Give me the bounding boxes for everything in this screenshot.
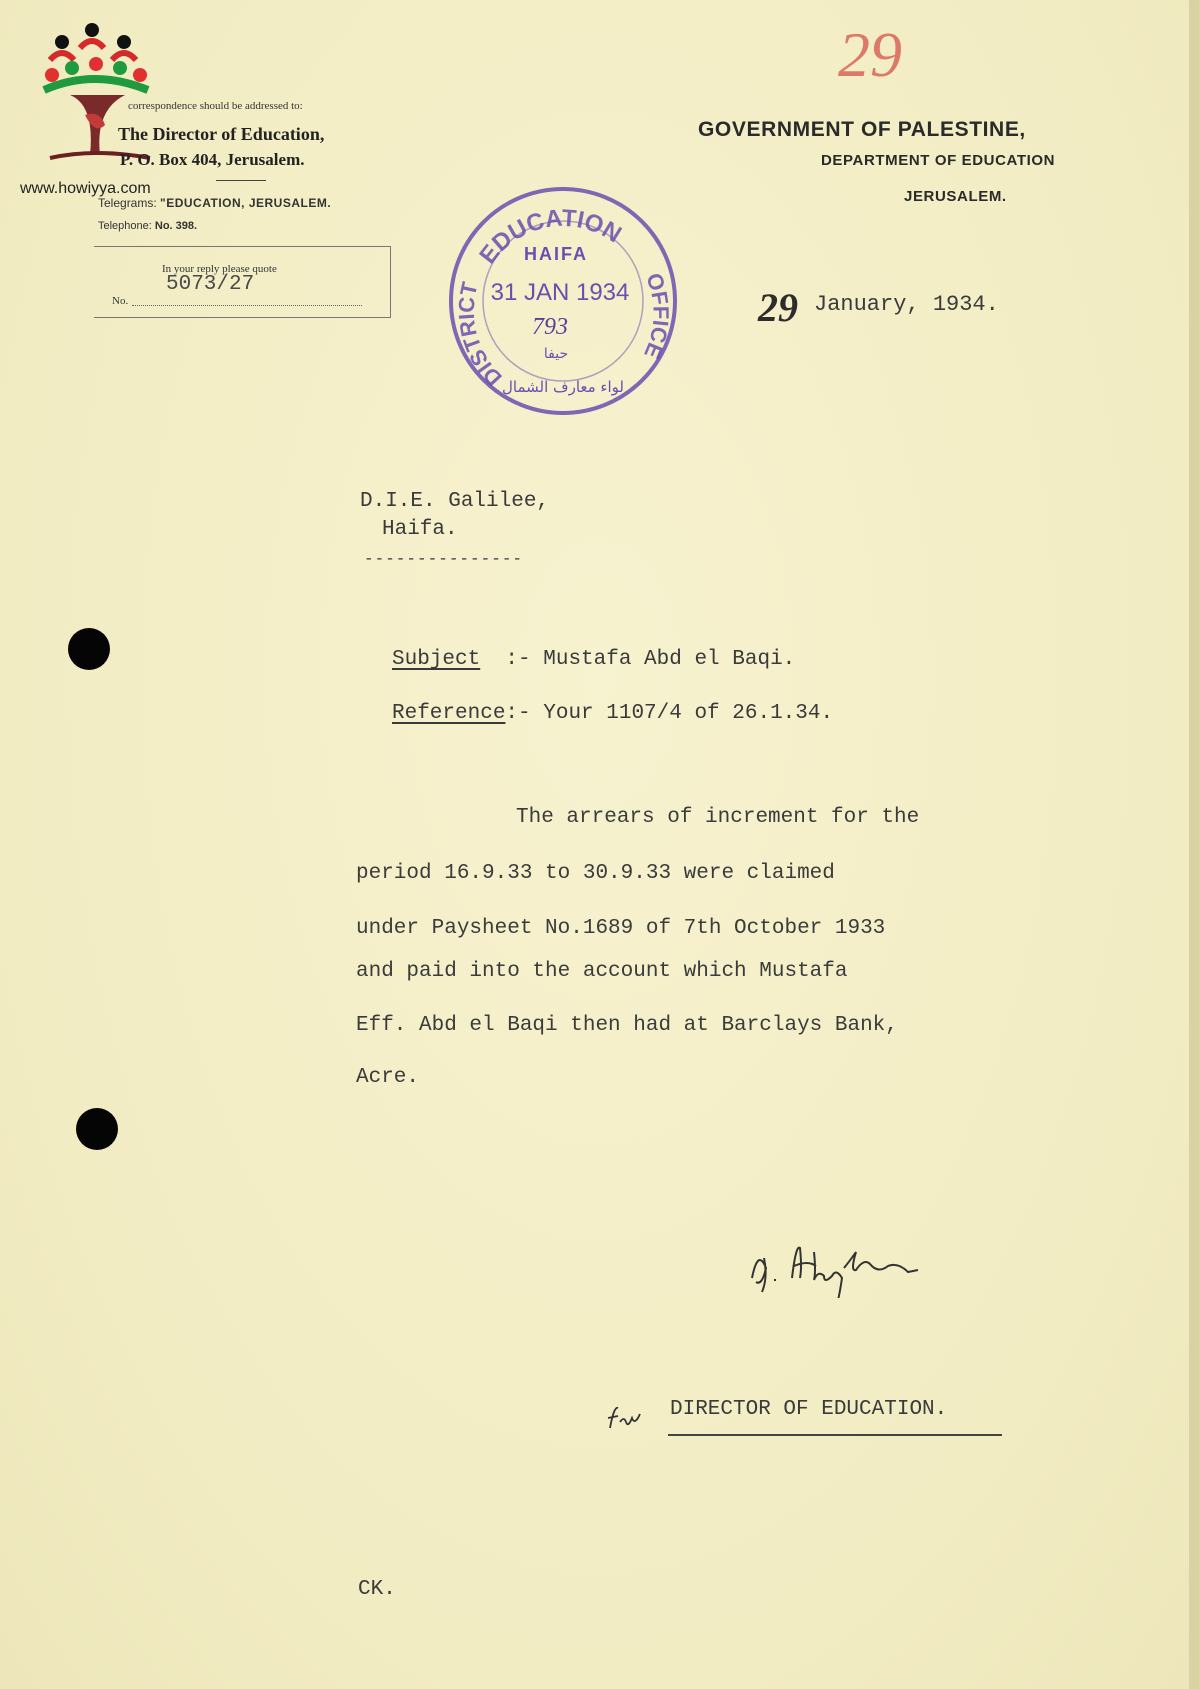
stamp-date: 31 JAN 1934 bbox=[490, 279, 630, 306]
reply-reference-box bbox=[94, 246, 391, 318]
city-title: JERUSALEM. bbox=[904, 188, 1007, 205]
director-underline bbox=[668, 1434, 1002, 1436]
director-title: DIRECTOR OF EDUCATION. bbox=[670, 1398, 948, 1421]
svg-text:OFFICE bbox=[639, 270, 673, 363]
body-line: The arrears of increment for the bbox=[516, 806, 920, 829]
handwritten-signature bbox=[744, 1238, 944, 1298]
body-line: period 16.9.33 to 30.9.33 were claimed bbox=[356, 862, 835, 885]
subject-text: Mustafa Abd el Baqi. bbox=[543, 648, 796, 671]
reference-text: Your 1107/4 of 26.1.34. bbox=[543, 702, 834, 725]
telephone-value: No. 398. bbox=[154, 220, 198, 232]
stamp-office-right: OFFICE bbox=[639, 269, 674, 363]
telephone-line bbox=[98, 220, 197, 232]
for-handwritten-mark bbox=[606, 1402, 646, 1432]
stamp-office-top: EDUCATION bbox=[474, 204, 627, 269]
short-rule bbox=[216, 180, 266, 181]
telephone-label: Telephone: bbox=[98, 220, 152, 232]
addressee-line-2: Haifa. bbox=[382, 518, 458, 541]
punch-hole-bottom bbox=[76, 1108, 118, 1150]
subject-line bbox=[392, 648, 795, 671]
page-number-handwritten: 29 bbox=[838, 19, 902, 90]
stamp-arabic-city: حيفا bbox=[543, 346, 569, 362]
telegrams-value: "EDUCATION, JERUSALEM. bbox=[160, 196, 332, 210]
addressee-line-1: D.I.E. Galilee, bbox=[360, 490, 550, 513]
reference-separator: :- bbox=[505, 702, 544, 725]
site-watermark: www.howiyya.com bbox=[20, 180, 151, 197]
body-line: under Paysheet No.1689 of 7th October 1933 bbox=[356, 917, 886, 940]
correspondence-note: correspondence should be addressed to: bbox=[128, 100, 303, 112]
department-title: DEPARTMENT OF EDUCATION bbox=[821, 152, 1056, 169]
reference-label: Reference bbox=[392, 702, 506, 725]
subject-separator: :- bbox=[480, 648, 544, 671]
telegrams-label: Telegrams: bbox=[98, 196, 157, 210]
reply-label: In your reply please quote bbox=[162, 263, 277, 275]
reply-dotted-line bbox=[132, 305, 362, 306]
reply-number: 5073/27 bbox=[166, 273, 255, 296]
page-edge bbox=[1189, 0, 1199, 1689]
body-line: and paid into the account which Mustafa bbox=[356, 960, 848, 983]
district-office-stamp bbox=[438, 176, 688, 426]
body-line: Eff. Abd el Baqi then had at Barclays Bank, bbox=[356, 1014, 898, 1037]
government-title: GOVERNMENT OF PALESTINE, bbox=[698, 118, 1026, 141]
date-text: January, 1934. bbox=[814, 292, 999, 317]
addressee-rule: --------------- bbox=[364, 550, 524, 568]
subject-label: Subject bbox=[392, 648, 481, 671]
punch-hole-top bbox=[68, 628, 110, 670]
date-day-handwritten: 29 bbox=[758, 285, 798, 330]
reply-no-label: No. bbox=[112, 295, 129, 307]
reference-line bbox=[392, 702, 833, 725]
typist-initials: CK. bbox=[358, 1578, 396, 1601]
body-line: Acre. bbox=[356, 1066, 420, 1089]
stamp-city: HAIFA bbox=[524, 244, 588, 264]
po-box-line: P. O. Box 404, Jerusalem. bbox=[120, 150, 305, 169]
stamp-number: 793 bbox=[532, 314, 568, 340]
telegrams-line bbox=[98, 196, 331, 210]
stamp-office-left: DISTRICT bbox=[453, 279, 507, 391]
stamp-arabic-bottom: لواء معارف الشمال bbox=[502, 378, 624, 396]
director-address-line: The Director of Education, bbox=[118, 124, 325, 144]
